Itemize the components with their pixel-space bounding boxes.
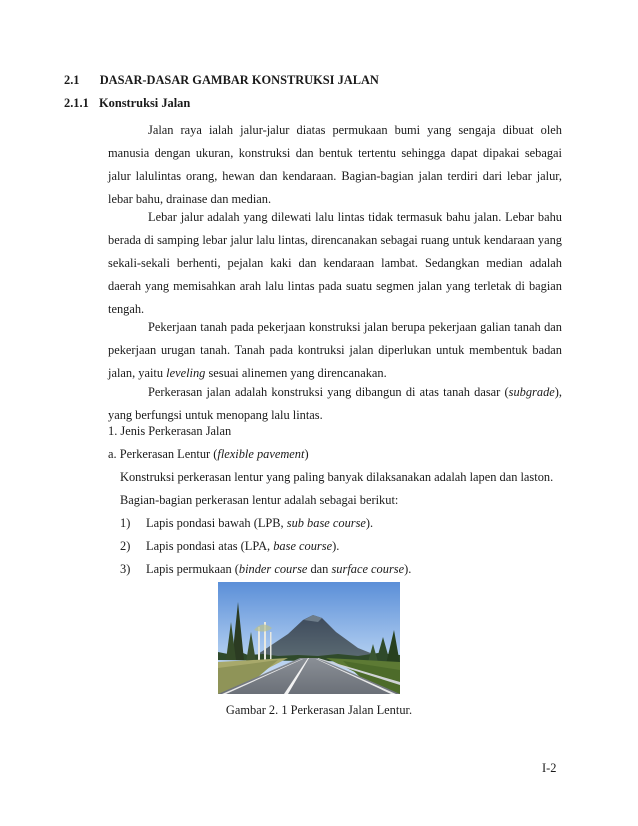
- subsection-heading: [64, 96, 190, 111]
- sub-list-term-2: base course: [273, 539, 333, 553]
- paragraph-4-term: subgrade: [508, 385, 555, 399]
- list-item-a-close: ): [304, 447, 309, 461]
- sub-list-close-3: ).: [404, 562, 412, 576]
- paragraph-1: Jalan raya ialah jalur-jalur diatas permukaan bumi yang sengaja dibuat oleh manusia dengan ukuran, konstruksi dan bentuk tertentu sehingga dapat dipakai sebagai jalur lalulintas orang, hewan dan kendaraan. Bagian-bagian jalan terdiri dari lebar jalur, lebar bahu, drainase dan median.: [108, 123, 562, 206]
- list-item-1: 1. Jenis Perkerasan Jalan: [108, 424, 232, 438]
- list-item-a-line-1: Konstruksi perkerasan lentur yang paling banyak dilaksanakan adalah lapen dan laston.: [120, 470, 554, 484]
- sub-list-item-3: [120, 558, 411, 581]
- sub-list-text-3: Lapis permukaan (: [146, 562, 239, 576]
- subsection-title: Konstruksi Jalan: [99, 96, 191, 110]
- sub-list-term-3b: surface course: [331, 562, 405, 576]
- sub-list-text-1: Lapis pondasi bawah (LPB,: [146, 516, 287, 530]
- section-title: DASAR-DASAR GAMBAR KONSTRUKSI JALAN: [99, 73, 379, 87]
- paragraph-4-text-end: ), yang berfungsi untuk menopang lalu lintas.: [108, 385, 562, 422]
- list-item-a-term: flexible pavement: [217, 447, 305, 461]
- subsection-number: 2.1.1: [64, 96, 89, 110]
- list-item-a-text: a. Perkerasan Lentur (: [108, 447, 218, 461]
- sub-list-text-2: Lapis pondasi atas (LPA,: [146, 539, 274, 553]
- sub-list-number-1: 1): [120, 516, 131, 530]
- sub-list-term-1: sub base course: [286, 516, 366, 530]
- paragraph-2: Lebar jalur adalah yang dilewati lalu lintas tidak termasuk bahu jalan. Lebar bahu berada di samping lebar jalur lalu lintas, direncanakan sebagai ruang untuk kendaraan yang sekali-sekali berhenti, pejalan kaki dan kendaraan lambat. Sedangkan median adalah daerah yang memisahkan arah lalu lintas pada suatu segmen jalan yang terletak di bagian tengah.: [108, 210, 562, 316]
- sub-list-item-1: [120, 512, 373, 535]
- section-heading: [64, 73, 379, 88]
- sub-list-close-1: ).: [365, 516, 374, 530]
- sub-list-close-2: ).: [332, 539, 340, 553]
- paragraph-3-term: leveling: [166, 366, 206, 380]
- figure-caption: Gambar 2. 1 Perkerasan Jalan Lentur.: [225, 703, 413, 717]
- sub-list-number-3: 3): [120, 562, 131, 576]
- section-number: 2.1: [64, 73, 80, 87]
- page-number: I-2: [542, 761, 557, 775]
- list-item-a: [108, 443, 309, 466]
- sub-list-item-2: [120, 535, 339, 558]
- paragraph-3-text-end: sesuai alinemen yang direncanakan.: [205, 366, 387, 380]
- paragraph-3-text: Pekerjaan tanah pada pekerjaan konstruksi jalan berupa pekerjaan galian tanah dan pekerjaan urugan tanah. Tanah pada kontruksi jalan diperlukan untuk membentuk badan jalan, yaitu: [108, 320, 562, 380]
- road-mountain-photo: [218, 582, 400, 694]
- sub-list-term-3a: binder course: [238, 562, 308, 576]
- paragraph-4-text: Perkerasan jalan adalah konstruksi yang dibangun di atas tanah dasar (: [148, 385, 509, 399]
- list-item-a-line-2: Bagian-bagian perkerasan lentur adalah sebagai berikut:: [120, 493, 399, 507]
- paragraph-3: [108, 316, 562, 385]
- sub-list-number-2: 2): [120, 539, 131, 553]
- sub-list-conjunction-3: dan: [307, 562, 332, 576]
